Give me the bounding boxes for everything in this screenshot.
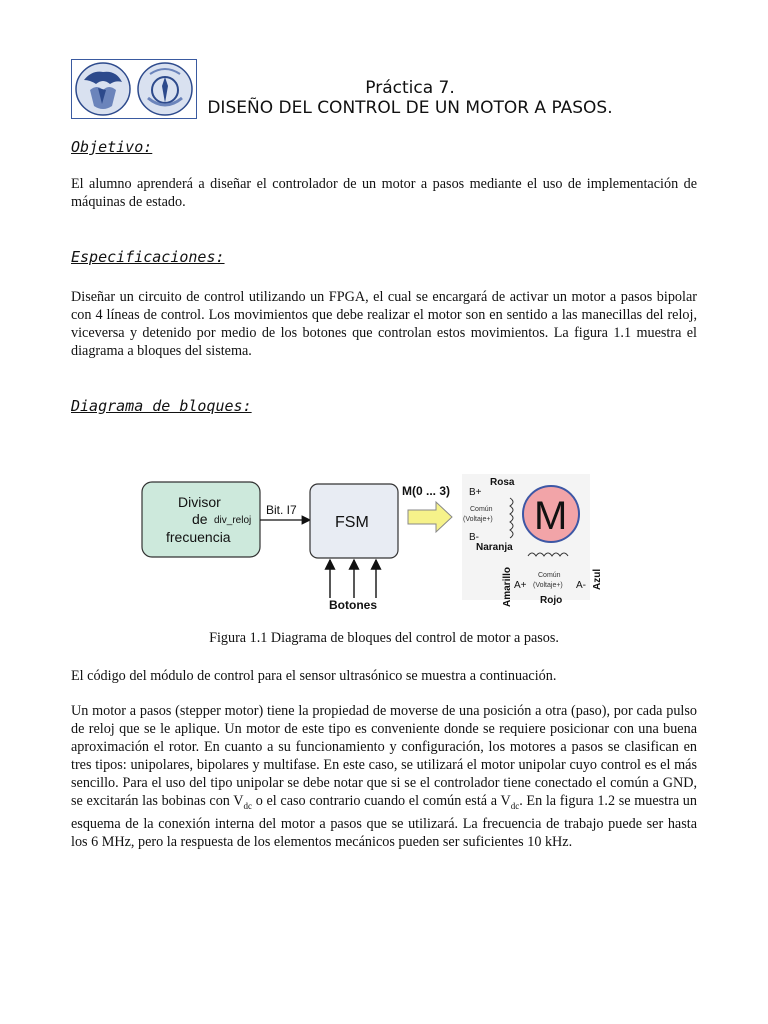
vdc-subscript-1: dc <box>243 800 253 811</box>
objetivo-text: El alumno aprenderá a diseñar el controlador de un motor a pasos mediante el uso de implementación de máquinas de estado. <box>71 176 697 210</box>
especificaciones-heading: Especificaciones: <box>71 248 225 266</box>
university-logos <box>71 59 197 119</box>
body-paragraph-2-part-b: o el caso contrario cuando el común está a V <box>252 793 511 809</box>
a-minus-label: A- <box>576 580 586 591</box>
naranja-label: Naranja <box>476 542 513 553</box>
comun-bottom-label: Común <box>538 572 561 579</box>
botones-label: Botones <box>329 598 377 612</box>
page-title <box>200 78 620 118</box>
body-paragraph-2-part-a: Un motor a pasos (stepper motor) tiene la propiedad de moverse de una posición a otra (paso), por cada pulso de reloj que se le aplique. Un motor de este tipo es conveniente donde se requiere posicionar con una buena aproximación el rotor. En cuanto a su funcionamiento y configuración, los motores a pasos se clasifican en tres tipos: unipolares, bipolares y multifase. En este caso, se utilizará el motor unipolar cuyo control es el más sencillo. Para el uso del tipo unipolar se debe notar que si se el controlador tiene conectado el común a GND, se excitarán las bobinas con V <box>71 703 697 809</box>
figure-caption: Figura 1.1 Diagrama de bloques del control de motor a pasos. <box>209 630 559 646</box>
diagrama-heading: Diagrama de bloques: <box>71 397 252 415</box>
fsm-label: FSM <box>335 514 369 531</box>
amarillo-label: Amarillo <box>502 566 513 607</box>
title-line-1: Práctica 7. <box>365 78 455 98</box>
objetivo-heading: Objetivo: <box>71 138 153 156</box>
divisor-label-1: Divisor <box>178 494 221 510</box>
bus-arrow <box>408 502 452 532</box>
rojo-label: Rojo <box>540 595 563 606</box>
title-line-2: DISEÑO DEL CONTROL DE UN MOTOR A PASOS. <box>207 98 613 118</box>
b-plus-label: B+ <box>469 487 482 498</box>
a-plus-label: A+ <box>514 580 527 591</box>
vdc-subscript-2: dc <box>510 800 520 811</box>
block-diagram <box>130 470 610 620</box>
bit-label: Bit. I7 <box>266 503 297 517</box>
body-paragraph-2-part-c: . En la figura 1.2 se muestra un esquema de la conexión interna del motor a pasos que se utilizará. La frecuencia de trabajo puede ser hasta los 6 MHz, pero la respuesta de los elementos mecánicos pueden ser suficientes 10 kHz. <box>71 793 697 850</box>
motor-label: M <box>534 494 568 538</box>
voltaje-bottom-label: (Voltaje+) <box>533 582 563 589</box>
divisor-label-3: frecuencia <box>166 529 231 545</box>
azul-label: Azul <box>592 568 603 590</box>
rosa-label: Rosa <box>490 477 515 488</box>
voltaje-top-label: (Voltaje+) <box>463 516 493 523</box>
especificaciones-text: Diseñar un circuito de control utilizando un FPGA, el cual se encargará de activar un motor a pasos bipolar con 4 líneas de control. Los movimientos que debe realizar el motor son en sentido a las manecillas del reloj, viceversa y detenido por medio de los botones que controlan estos movimientos. La figura 1.1 muestra el diagrama a bloques del sistema. <box>71 289 697 359</box>
divisor-sub-label: div_reloj <box>214 515 252 526</box>
bus-label: M(0 ... 3) <box>402 484 451 498</box>
body-paragraph-2 <box>71 702 697 851</box>
body-paragraph-1: El código del módulo de control para el sensor ultrasónico se muestra a continuación. <box>71 668 557 684</box>
comun-top-label: Común <box>470 506 493 513</box>
divisor-label-2: de <box>192 511 208 527</box>
ingenieria-logo <box>134 60 196 118</box>
unam-logo <box>72 60 134 118</box>
b-minus-label: B- <box>469 532 479 543</box>
